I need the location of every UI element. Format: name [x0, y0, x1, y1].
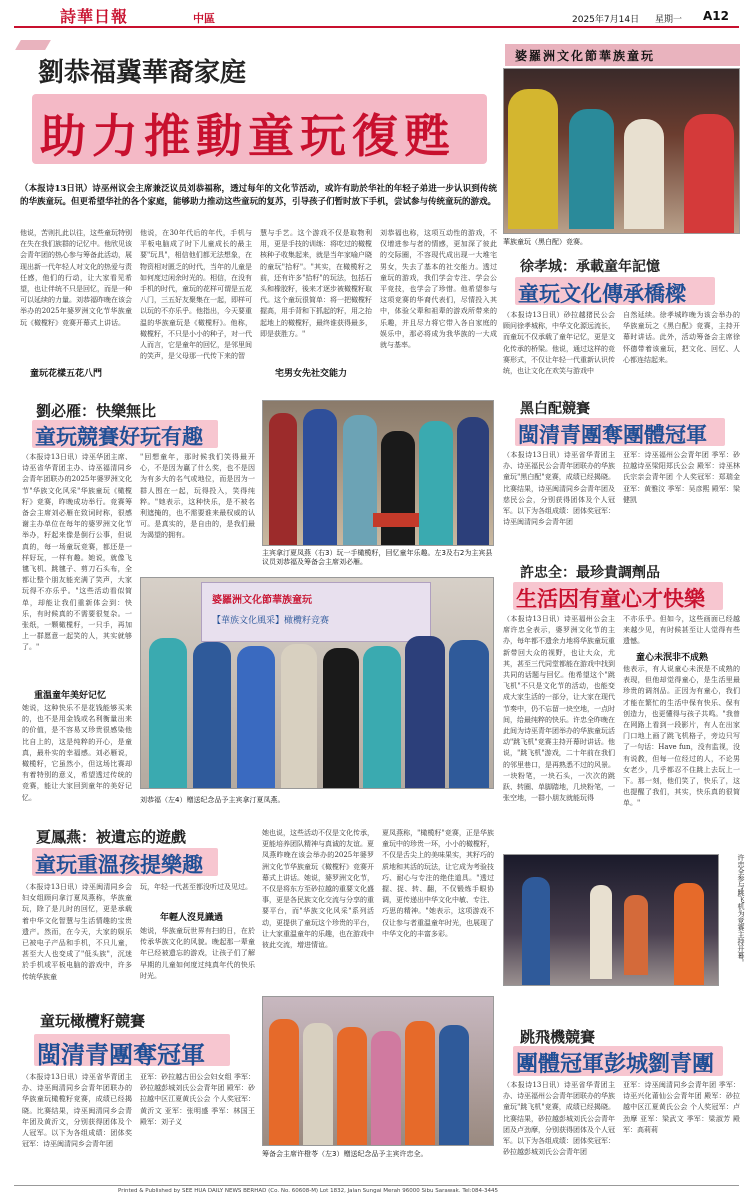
xzq-col-2: 不亦乐乎。但如今，这些画面已经越来越少见，有时候甚至让人觉得有些遗憾。: [623, 615, 740, 646]
photo-olive-game-demo: [262, 400, 494, 546]
corner-decoration: [15, 40, 51, 50]
photo-figure: [439, 1025, 469, 1146]
main-headline: 助力推動童玩復甦: [40, 109, 456, 163]
photo-figure: [281, 644, 317, 788]
olive-kicker: 童玩橄欖籽競賽: [40, 1012, 146, 1030]
olive-col-1: （本报诗13日讯）诗巫省华青团主办、诗巫闽清同乡会青年团联办的华族童玩橄榄籽竞赛，成绩已经揭晓。比赛结果，诗巫闽清同乡会青年团及黄沂文，分别获得团体及个人冠军。以下为各组成绩：团体奖冠军：诗巫闽清同乡会青年团: [22, 1073, 132, 1149]
photo-figure: [624, 119, 664, 229]
xzq-col-2b: 他表示，有人说童心未泯是不成熟的表现，但他却觉得童心，是生活里最珍贵的调剂品。正因为有童心，我们才能在繁忙的生活中保有快乐、保有创造力，也更懂得与孩子共鸣。"我曾在网路上看到一段影片，有人在出家门口地上画了跳飞机格子，旁边只写了一句话：Have fun，没有监视，没有说教，但每一位经过的人，不论男女老少，几乎都忍不住跳上去玩上一下。那一刻，他们笑了，快乐了，这也提醒了我们，其实，快乐真的很简单。": [623, 665, 740, 808]
photo-figure: [323, 648, 359, 788]
photo-figure: [303, 1023, 333, 1146]
photo-figure: [405, 636, 445, 788]
xzq-headline: 生活因有童心才快樂: [516, 587, 705, 611]
liu-kicker: 劉必雁：快樂無比: [36, 402, 157, 420]
photo-figure: [269, 1019, 299, 1146]
xia-col-1: （本报诗13日讯）诗巫闽清同乡会妇女组顾问拿汀夏凤燕称，华族童玩，除了是儿时的回忆，更是承载着中华文化智慧与生活情趣的宝贵遗产。然而，在今天，大家的娱乐已被电子产品和手机，不只儿童，甚至大人也变成了"低头族"，沉迷於手机或平板电脑的游戏中，许多传统华族童: [22, 883, 132, 981]
event-banner: [505, 44, 740, 66]
jump-headline: 團體冠軍彭城劉青團: [516, 1052, 715, 1077]
photo-figure: [684, 114, 734, 234]
xia-col-3: 她也说，这些活动不仅是文化传承，更能培养团队精神与真诚的友谊。夏凤燕昨晚在该会举办的2025年婆罗洲文化节华族童玩《橄榄籽》竞赛开幕式上讲话。她说，婆罗洲文化节，不仅是将东方至砂拉越的重要文化盛事，更是各民族文化交流与分享的重要平台，而"华族文化风采"系列活动，更提供了童玩这个珍贵的平台，让大家重温童年的乐趣，也在游戏中彼此交流，增进情谊。: [262, 829, 374, 950]
heibai-col-1: （本报诗13日讯）诗巫省华青团主办、诗巫福民公会青年团联办的华族童玩"黑白配"竞赛，成绩已经揭晓。比赛结果，诗巫闽清同乡会青年团及慈民公会，分别获得团体及个人冠军。以下为各组成绩：团体奖冠军：诗巫闽清同乡会青年团: [503, 451, 615, 527]
liu-subhead: 重温童年美好记忆: [34, 691, 107, 701]
page-number: A12: [703, 9, 729, 23]
photo-figure: [457, 417, 489, 546]
photo-figure: [337, 1027, 367, 1146]
liu-col-1b: 她说，这种快乐不是花钱能够买来的，也不是用金钱或名利衡量出来的价值，是不容易又珍贵很感染他比自上的，这是纯粹的开心，是童真，最朴实的幸福感。刘必雁说，橄榄籽，它虽然小，但这场比赛却有着特别的意义，希望透过传统的竞赛，能让大家回到童年的美好记忆。: [22, 704, 132, 802]
photo-caption: 筹备会主席许橙苓（左3）赠送纪念品予主宾许忠全。: [262, 1150, 428, 1158]
photo-caption: 主宾拿汀夏凤燕（右3）玩一手橄榄籽，回忆童年乐趣。左3及右2为主宾县议员刘恭福及筹备会主席刘必雁。: [262, 549, 493, 566]
photo-tray: [373, 513, 419, 527]
photo-figure: [237, 646, 275, 788]
masthead-rule: [14, 26, 739, 28]
photo-heibaipei-game: [503, 68, 740, 234]
photo-souvenir-presentation: [140, 577, 494, 789]
main-col-1: 他说，苦则扎此以往，这些童玩特别在失在我们族群的记忆中。他欣见该会青年团的热心参与筹备此活动，展现出新一代年轻人对文化的热爱与责任感，他们的行动，让大家看见希望，也让伴统不只是回忆，而是一种可以延续的力量。刘恭福昨晚在该会举办的2025年婆罗洲文化节华族童玩《橄榄籽》竞赛开幕式上讲话。: [20, 229, 132, 327]
xu-headline: 童玩文化傳承橋樑: [518, 282, 686, 306]
heibai-headline: 閩清青團奪團體冠軍: [518, 423, 707, 447]
olive-headline: 閩清青團奪冠軍: [37, 1041, 205, 1069]
photo-figure: [269, 413, 297, 546]
photo-caption: 许忠全参与跳飞机为竞赛主持开幕。: [737, 854, 745, 966]
xzq-col-1: （本报诗13日讯）诗巫福州公会主席许忠全表示，婆罗洲文化节的主办，每年都不遗余力地将华族童玩重新带回大众的视野，也让大众，尤其，甚至三代同堂都能在游戏中找到共同的话题与回忆。他希望这个"跳飞机"不只是文化节的活动，也能变成大家生活的一部分，让大家在现代节奏中，仍不忘留一块空地，一点时间，给最纯粹的快乐。许忠全昨晚在此间为诗巫青年团举办的华族童玩活动"跳飞机"竞赛主持开幕时讲话。他说，"跳飞机"游戏，二十年前在我们的邻里巷口，是再熟悉不过的风景。一块粉笔，一块石头，一次次的跳跃、转圈、单脚踏地，几块粉笔，一张空地，一群小朋友就能玩得: [503, 615, 615, 803]
photo-figure: [405, 1021, 435, 1146]
main-col-4: 刘恭福也称，这项互动性的游戏，不仅增进参与者的情感，更加深了彼此的交际圈，不容现代成出现一大堆宅男女，失去了基本的社交能力。透过童玩的游戏，我们学会专注、学会公平竞技，也学会了珍惜。他希望参与这项竞赛的华裔代表们，尽情投入其中，体验父辈和祖辈的游戏所带来的乐趣，并且尽力将它带入各自家庭的娱乐中，那必将成为我华族的一大成就与基率。: [380, 229, 497, 350]
date: 2025年7月14日: [572, 15, 640, 25]
weekday: 星期一: [655, 15, 683, 25]
masthead: [0, 0, 753, 30]
main-lead: （本报诗13日讯）诗巫州议会主席兼泛议员刘恭福称，透过每年的文化节活动，或许有助於华社的年轻子弟进一步认识到传统的华族童玩。但更希望华社的各个家庭，能够助力推动这些童玩的复苏，引导孩子们暂时放下手机，尝试参与传统童玩的游戏。: [20, 184, 497, 207]
liu-col-2: "回想童年，那时候我们笑得最开心，不是因为赢了什么奖，也不是因为有多大的名气或地位，而是因为一群人围在一起，玩得投入，笑得纯粹。"她表示，这种快乐，是不被名利遮掩的，也不需要谁来最权威的认可。是真实的，是自由的，是我们最为渴望的拥有。: [140, 453, 255, 540]
event-banner-text: 婆羅洲文化節華族童玩: [515, 49, 656, 63]
xia-subhead: 年輕人沒見識過: [160, 913, 224, 923]
newspaper-logo: 詩華日報: [60, 7, 129, 26]
xu-col-1: （本报诗13日讯）砂拉越猪民公会顾问徐孝城称，中华文化源远流长，而童玩不仅承载了童年记忆，更是文化传承的桥梁。他说，通过这样的竞赛形式，不仅让年轻一代重新认识传统，也让文化在欢笑与游戏中: [503, 311, 615, 376]
footer-rule: [14, 1185, 739, 1186]
backdrop-title: 婆羅洲文化節華族童玩: [212, 595, 312, 606]
photo-hopscotch: [503, 854, 719, 986]
photo-caption: 刘恭福（左4）赠送纪念品予主宾拿汀夏凤燕。: [140, 796, 285, 804]
xu-col-2: 自然延续。徐孝城昨晚为该会举办的华族童玩之《黑白配》竞赛，主持开幕时讲话。此外，活动筹备会主席徐怀德带着该童玩，把文化、回忆、人心都连结起来。: [623, 311, 740, 364]
photo-figure: [371, 1031, 401, 1146]
xzq-subhead: 童心未泯非不成熟: [636, 653, 709, 663]
backdrop-subtitle: 【華族文化風采】橄欖籽竞赛: [212, 616, 330, 626]
heibai-kicker: 黑白配競賽: [520, 401, 590, 417]
jump-col-1: （本报诗13日讯）诗巫省华青团主办、诗巫福州公会青年团联办的华族童玩"跳飞机"竞赛，成绩已经揭晓。比赛结果，砂拉越彭城刘氏公会青年团及卢劲摩，分别获得团体及个人冠军。以下为各组成绩：团体奖冠军：砂拉越彭城刘氏公会青年团: [503, 1081, 615, 1157]
heibai-col-2: 亚军：诗巫福州公会青年团 季军：砂拉越诗巫梁阳郑氏公会 殿军：诗巫林氏宗亲会青年团 个人奖冠军：郑瑞金 亚军：黄雅汶 季军：吴彦熙 殿军：梁健凯: [623, 451, 740, 504]
main-col-3: 慧与手艺。这个游戏不仅是取物利用，更是手技的训练：将吃过的橄榄核种子收集起来，就是当年家喻户晓的童玩"拾籽"。"其实，在橄榄籽之前，还有许多"拾籽"的玩法，包括石头和橡胶籽，後来才逐步被橄榄籽取代。这个童玩很简单：将一把橄榄籽握高，用手背和下抓起的籽，用之抬起地上的橄榄籽，最终谁获得最多，即是获胜方。": [260, 229, 372, 338]
photo-figure: [624, 895, 648, 975]
photo-figure: [343, 415, 377, 546]
xu-kicker: 徐孝城：承載童年記憶: [520, 259, 660, 275]
main-kicker: 劉恭福冀華裔家庭: [38, 58, 247, 88]
photo-figure: [193, 642, 231, 788]
photo-figure: [303, 409, 337, 546]
photo-souvenir-xzq: [262, 996, 494, 1146]
xia-kicker: 夏鳳燕：被遺忘的遊戲: [36, 828, 187, 846]
photo-figure: [569, 109, 614, 229]
jump-kicker: 跳飛機競賽: [520, 1028, 596, 1046]
xia-col-2: 玩，年轻一代甚至都没听过及见过。: [140, 883, 252, 891]
photo-event-backdrop: [201, 582, 431, 642]
photo-figure: [590, 885, 612, 979]
olive-col-2: 亚军：砂拉越古田公会妇女组 季军：砂拉越彭城刘氏公会青年团 殿军：砂拉越中区江夏黄氏公会 个人奖冠军：黄沂文 亚军：张明盛 季军：林国王 殿军：刘子义: [140, 1073, 255, 1126]
photo-figure: [674, 883, 704, 986]
xia-headline: 童玩重溫孩提樂趣: [35, 853, 203, 877]
photo-figure: [419, 421, 453, 546]
liu-headline: 童玩競賽好玩有趣: [35, 425, 203, 449]
photo-figure: [522, 877, 550, 986]
main-col-2: 他说，在30年代后的年代，手机与平板电脑成了时下儿童成长的最主要"玩具"，相信他们都无法想象，在物资相对匮乏的时代，当年的儿童是如何度过闲余时光的。相信，在没有手机的时代，童玩的花样可谓是五花八门，三五好友聚集在一起，即样可以玩的不亦乐乎。他指出，今天要重温的华族童玩是《橄榄籽》。他称，橄榄籽，不只是小小的种子，对一代人而言，它是童年的回忆，是邻里间的笑声，是父母那一代传下来的智: [140, 229, 252, 361]
xzq-kicker: 許忠全：最珍貴調劑品: [520, 565, 660, 581]
photo-caption: 華族童玩（黑白配）竞赛。: [503, 238, 587, 246]
jump-col-2: 亚军：诗巫闽清同乡会青年团 季军：诗巫兴化莆仙公会青年团 殿军：砂拉越中区江夏黄氏公会 个人奖冠军：卢劲摩 亚军：梁武文 季军：梁淑芳 殿军：高莉莉: [623, 1081, 740, 1134]
photo-figure: [449, 640, 489, 788]
photo-figure: [381, 431, 415, 546]
footer-imprint: Printed & Published by SEE HUA DAILY NEWS BERHAD (Co. No. 60608-M) Lot 1832, Jalan Sungai Merah 96000 Sibu Sarawak. Tel:084-3445: [118, 1188, 498, 1194]
xia-col-2b: 她说，华族童玩世界有扫的日，在於传承华族文化的风貌。晚起那一辈童年已经被遗忘的游戏，让孩子们了解早期的儿童如何度过纯真年代的快乐时光。: [140, 927, 255, 980]
liu-col-1: （本报诗13日讯）诗巫华团主席、诗巫省华青团主办、诗巫福清同乡会青年团联办的2025年婆罗洲文化节"华族文化风采"华族童玩《橄榄籽》竞赛，昨晚成功举行。竞赛筹备会主席刘必雁在致词时称，很感谢主办单位在每年的婆罗洲文化节举办，籽起来像是倒行公事，但说真的，每一场童玩竞赛，都还是一样好玩，一样有趣。她说，就像飞毽飞机、跳毽子、剪刀石头布，全都让整个朋友能充满了笑声，大家玩得不亦乐乎。"这些活动看似简单，却能让我们重新体会到：快乐，有时候真的不需要很复杂。一张纸，一颗橄榄籽，一只手，再加上一群愿意一起笑的人，其实就够了。": [22, 453, 132, 652]
main-subhead-1: 童玩花樣五花八門: [30, 369, 103, 379]
section-label: 中區: [193, 12, 215, 25]
xia-col-4: 夏凤燕称，"橄榄籽"竞赛，正是华族童玩中的珍贵一环，小小的橄榄籽，不仅是舌尖上的美味果实，其籽巧的质地和其活的玩法，让它成为考验技巧、耐心与专注的绝佳道具。"透过握、捉、转、翻，不仅锻炼手眼协调，更传递出中华文化中敏、专注、巧思的精神。"她表示，这项游戏不仅让参与者重温童年时光，也展现了中华文化的丰富多彩。: [382, 829, 494, 938]
main-subhead-2: 宅男女先社交能力: [275, 369, 348, 379]
photo-figure: [508, 89, 558, 229]
photo-figure: [363, 646, 401, 788]
photo-figure: [149, 638, 187, 788]
